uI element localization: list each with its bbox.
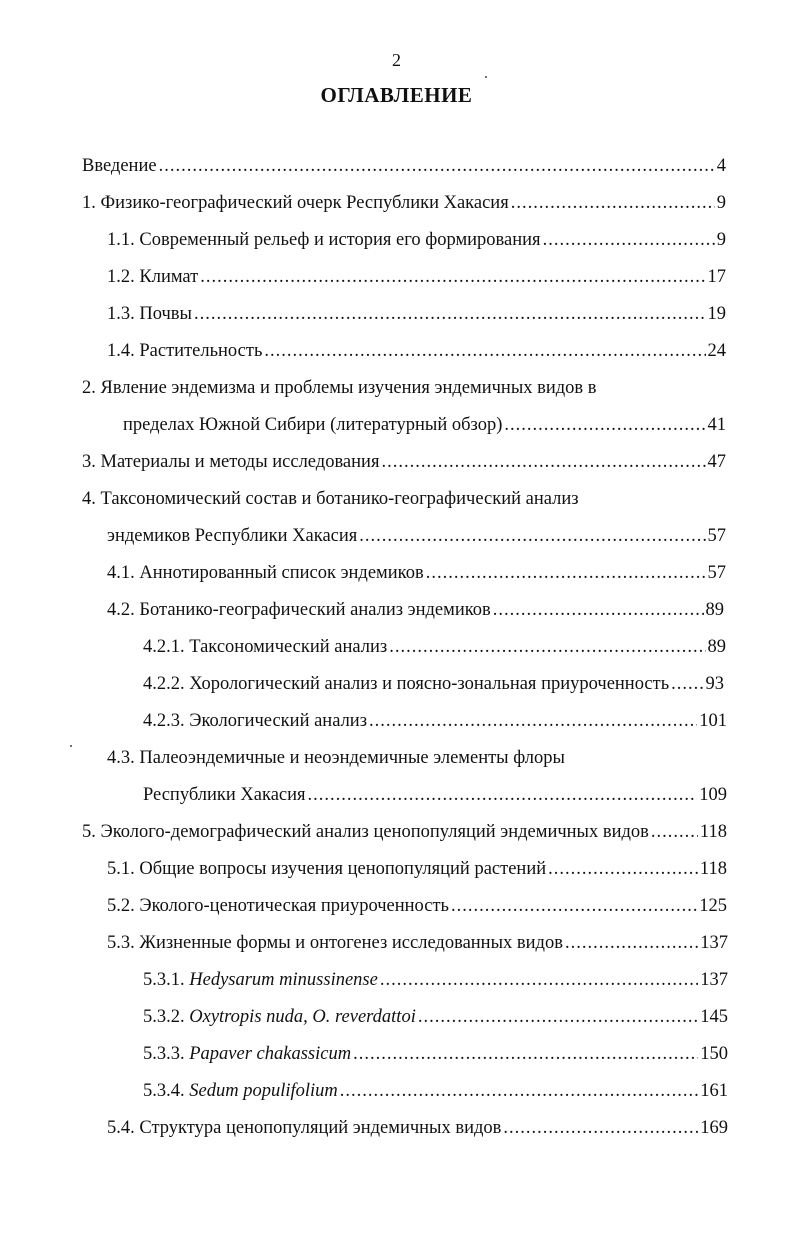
toc-entry-chapter-3[interactable] <box>82 450 726 474</box>
dot-leader <box>380 968 698 992</box>
species-name: Sedum populifolium <box>189 1081 338 1101</box>
dot-leader <box>200 265 705 289</box>
toc-entry-section-1-4[interactable] <box>107 339 726 363</box>
toc-entry-page: 125 <box>699 896 727 916</box>
toc-entry-page: 161 <box>700 1081 728 1101</box>
toc-entry-page: 47 <box>707 452 726 472</box>
toc-entry-page: 89 <box>705 600 724 620</box>
dot-leader <box>503 1116 698 1140</box>
dot-leader <box>671 672 703 696</box>
toc-entry-chapter-4-line-2[interactable] <box>107 524 726 548</box>
toc-entry-section-4-2-1[interactable] <box>143 635 726 659</box>
dot-leader <box>543 228 715 252</box>
toc-entry-label: 2. Явление эндемизма и проблемы изучения эндемичных видов в <box>82 378 597 398</box>
dot-leader <box>369 709 697 733</box>
toc-entry-page: 4 <box>716 156 726 176</box>
toc-entry-page: 9 <box>716 193 726 213</box>
toc-entry-page: 101 <box>699 711 727 731</box>
toc-entry-chapter-4-line-1[interactable] <box>82 487 726 511</box>
toc-entry-section-5-3-4[interactable] <box>143 1079 728 1103</box>
toc-entry-page: 17 <box>707 267 726 287</box>
toc-entry-label: Введение <box>82 156 157 176</box>
toc-entry-page: 57 <box>707 526 726 546</box>
species-name: Oxytropis nuda, O. reverdattoi <box>189 1007 416 1027</box>
toc-entry-label: 4.3. Палеоэндемичные и неоэндемичные элементы флоры <box>107 748 565 768</box>
toc-entry-label: 1.2. Климат <box>107 267 199 287</box>
toc-entry-label: 4.2. Ботанико-географический анализ эндемиков <box>107 600 491 620</box>
toc-entry-page: 24 <box>707 341 726 361</box>
toc-entry-section-1-1[interactable] <box>107 228 726 252</box>
toc-entry-section-4-2-3[interactable] <box>143 709 727 733</box>
toc-entry-chapter-1[interactable] <box>82 191 726 215</box>
toc-entry-label: 4.1. Аннотированный список эндемиков <box>107 563 424 583</box>
toc-entry-label <box>143 1079 338 1103</box>
toc-entry-chapter-2-line-2[interactable] <box>123 413 726 437</box>
toc-entry-introduction[interactable] <box>82 154 726 178</box>
toc-entry-label: 1.1. Современный рельеф и история его формирования <box>107 230 541 250</box>
toc-entry-number: 5.3.4. <box>143 1081 190 1101</box>
dot-leader <box>264 339 705 363</box>
toc-entry-section-5-3-2[interactable] <box>143 1005 728 1029</box>
dot-leader <box>493 598 704 622</box>
toc-entry-section-5-3[interactable] <box>107 931 728 955</box>
toc-entry-page: 145 <box>700 1007 728 1027</box>
dot-leader <box>426 561 706 585</box>
toc-entry-label <box>143 1042 351 1066</box>
toc-entry-label: 1.3. Почвы <box>107 304 192 324</box>
dot-leader <box>381 450 705 474</box>
page-number: 2 <box>392 50 401 70</box>
dot-leader <box>308 783 698 807</box>
toc-entry-page: 169 <box>700 1118 728 1138</box>
toc-entry-page: 41 <box>707 415 726 435</box>
dot-leader <box>548 857 698 881</box>
toc-entry-label: 5.4. Структура ценопопуляций эндемичных видов <box>107 1118 502 1138</box>
toc-entry-page: 9 <box>716 230 726 250</box>
toc-entry-label: 4. Таксономический состав и ботанико-географический анализ <box>82 489 579 509</box>
toc-entry-label: Республики Хакасия <box>143 785 306 805</box>
dot-leader <box>451 894 697 918</box>
species-name: Papaver chakassicum <box>189 1044 352 1064</box>
toc-entry-label: 1. Физико-географический очерк Республики Хакасия <box>82 193 509 213</box>
toc-entry-number: 5.3.3. <box>143 1044 190 1064</box>
toc-entry-section-4-3-line-2[interactable] <box>143 783 727 807</box>
dot-leader <box>511 191 715 215</box>
page-title: ОГЛАВЛЕНИЕ <box>320 83 473 107</box>
toc-entry-section-1-2[interactable] <box>107 265 726 289</box>
toc-entry-label <box>143 1005 416 1029</box>
toc-entry-label: 4.2.3. Экологический анализ <box>143 711 368 731</box>
toc-entry-label <box>143 968 378 992</box>
toc-entry-section-5-3-1[interactable] <box>143 968 728 992</box>
toc-entry-label: пределах Южной Сибири (литературный обзор) <box>123 415 503 435</box>
toc-entry-page: 89 <box>707 637 726 657</box>
dot-leader <box>159 154 715 178</box>
toc-entry-page: 93 <box>705 674 724 694</box>
toc-entry-section-4-3-line-1[interactable] <box>107 746 726 770</box>
toc-entry-label: 4.2.2. Хорологический анализ и поясно-зональная приуроченность <box>143 674 670 694</box>
toc-entry-section-1-3[interactable] <box>107 302 726 326</box>
dot-leader <box>389 635 705 659</box>
toc-entry-section-4-1[interactable] <box>107 561 726 585</box>
toc-entry-page: 137 <box>700 970 728 990</box>
toc-entry-section-4-2[interactable] <box>107 598 724 622</box>
toc-entry-page: 57 <box>707 563 726 583</box>
toc-entry-label: 5.3. Жизненные формы и онтогенез исследованных видов <box>107 933 563 953</box>
toc-entry-label: эндемиков Республики Хакасия <box>107 526 358 546</box>
toc-entry-section-5-1[interactable] <box>107 857 727 881</box>
dot-leader <box>353 1042 698 1066</box>
toc-entry-page: 137 <box>700 933 728 953</box>
toc-entry-chapter-5[interactable] <box>82 820 727 844</box>
toc-entry-page: 19 <box>707 304 726 324</box>
toc-entry-section-5-4[interactable] <box>107 1116 728 1140</box>
dot-leader <box>359 524 705 548</box>
toc-entry-label: 5. Эколого-демографический анализ ценопопуляций эндемичных видов <box>82 822 649 842</box>
dot-leader <box>418 1005 698 1029</box>
toc-entry-chapter-2-line-1[interactable] <box>82 376 726 400</box>
dot-leader <box>651 820 698 844</box>
dot-leader <box>194 302 706 326</box>
toc-entry-section-4-2-2[interactable] <box>143 672 724 696</box>
toc-entry-number: 5.3.2. <box>143 1007 190 1027</box>
dot-leader <box>504 413 705 437</box>
toc-entry-page: 118 <box>699 822 727 842</box>
dot-leader <box>565 931 698 955</box>
toc-entry-page: 150 <box>700 1044 728 1064</box>
toc-entry-label: 3. Материалы и методы исследования <box>82 452 380 472</box>
toc-entry-number: 5.3.1. <box>143 970 190 990</box>
toc-entry-section-5-2[interactable] <box>107 894 727 918</box>
species-name: Hedysarum minussinense <box>189 970 378 990</box>
toc-entry-label: 4.2.1. Таксономический анализ <box>143 637 388 657</box>
toc-entry-page: 118 <box>699 859 727 879</box>
toc-entry-section-5-3-3[interactable] <box>143 1042 728 1066</box>
toc-entry-label: 5.2. Эколого-ценотическая приуроченность <box>107 896 449 916</box>
toc-entry-page: 109 <box>699 785 727 805</box>
dot-leader <box>340 1079 698 1103</box>
toc-entry-label: 1.4. Растительность <box>107 341 263 361</box>
toc-entry-label: 5.1. Общие вопросы изучения ценопопуляций растений <box>107 859 547 879</box>
